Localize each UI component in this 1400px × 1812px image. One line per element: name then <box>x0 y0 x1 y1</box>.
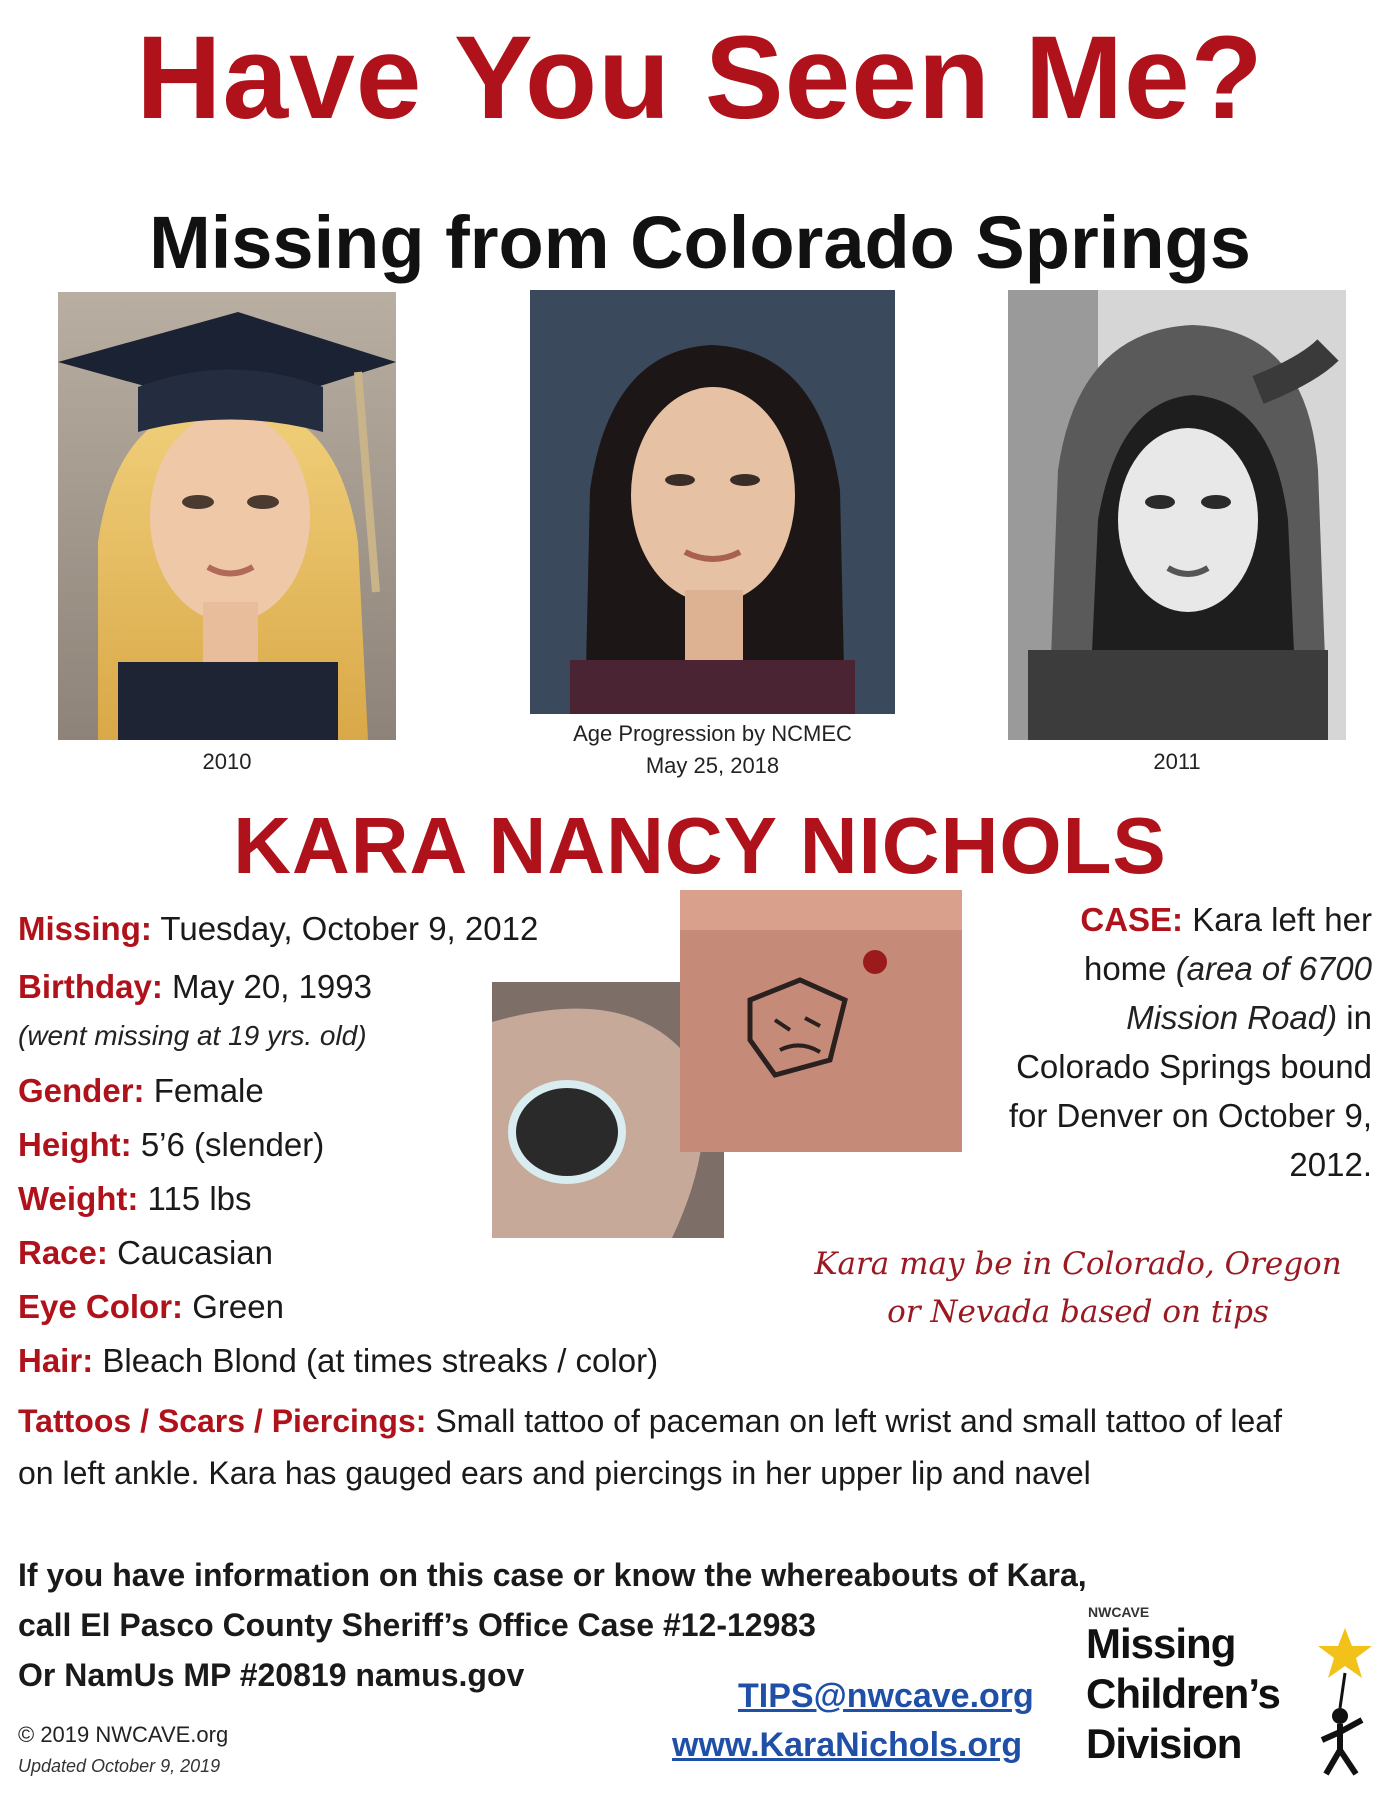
detail-label: Birthday: <box>18 968 163 1005</box>
headline: Have You Seen Me? <box>136 12 1264 144</box>
contact-line: call El Pasco County Sheriff’s Office Case #12-12983 <box>18 1607 816 1643</box>
star-child-icon <box>1312 1628 1378 1778</box>
detail-value: 5’6 (slender) <box>140 1126 325 1163</box>
photo-2010 <box>58 292 396 740</box>
detail-label: Height: <box>18 1126 132 1163</box>
detail-age-note: (went missing at 19 yrs. old) <box>18 1020 367 1051</box>
tips-email-link[interactable]: TIPS@nwcave.org <box>738 1677 1034 1715</box>
detail-label: Gender: <box>18 1072 145 1109</box>
contact-line: Or NamUs MP #20819 namus.gov <box>18 1657 525 1693</box>
detail-weight <box>18 1180 252 1218</box>
caption-photo-2010 <box>58 746 396 778</box>
detail-value: Bleach Blond (at times streaks / color) <box>102 1342 659 1379</box>
nwcave-logo <box>1080 1604 1380 1790</box>
caption-line: Age Progression by NCMEC <box>573 721 852 746</box>
logo-line: Children’s <box>1086 1670 1280 1717</box>
detail-label: Eye Color: <box>18 1288 184 1325</box>
detail-missing <box>18 910 538 948</box>
detail-hair <box>18 1342 658 1380</box>
logo-line: Missing <box>1086 1620 1236 1667</box>
caption-line: 2010 <box>202 749 252 774</box>
updated-date: Updated October 9, 2019 <box>18 1756 221 1776</box>
detail-birthday <box>18 968 372 1006</box>
detail-value: Tuesday, October 9, 2012 <box>160 910 539 947</box>
detail-label: Hair: <box>18 1342 94 1379</box>
tips-location-note <box>808 1240 1348 1336</box>
case-location: (area of 6700 Mission Road) <box>1126 950 1372 1036</box>
detail-label: Missing: <box>18 910 152 947</box>
detail-gender <box>18 1072 264 1110</box>
case-label: CASE: <box>1080 901 1184 938</box>
detail-race <box>18 1234 273 1272</box>
detail-label: Race: <box>18 1234 108 1271</box>
case-description <box>992 895 1372 1189</box>
detail-value: 115 lbs <box>147 1180 252 1217</box>
detail-value: May 20, 1993 <box>172 968 372 1005</box>
detail-height <box>18 1126 324 1164</box>
photo-2011 <box>1008 290 1346 740</box>
photo-age-progression <box>530 290 895 714</box>
detail-value: Green <box>192 1288 284 1325</box>
detail-label: Weight: <box>18 1180 139 1217</box>
detail-tattoos-scars-piercings <box>18 1395 1318 1499</box>
detail-value: Female <box>153 1072 264 1109</box>
subheadline: Missing from Colorado Springs <box>149 201 1251 284</box>
detail-value: Small tattoo of paceman on left wrist and small tattoo of leaf on left ankle. Kara has gauged ears and piercings in her upper lip and navel <box>18 1403 1282 1491</box>
detail-value: Caucasian <box>117 1234 273 1271</box>
detail-eye-color <box>18 1288 284 1326</box>
caption-line: 2011 <box>1153 749 1201 774</box>
case-text-b: in Colorado Springs bound for Denver on October 9, 2012. <box>1008 999 1372 1183</box>
contact-line: If you have information on this case or know the whereabouts of Kara, <box>18 1557 1087 1593</box>
logo-small-text: NWCAVE <box>1088 1604 1150 1620</box>
photo-wrist-tattoo <box>680 890 962 1152</box>
copyright: © 2019 NWCAVE.org <box>18 1722 229 1747</box>
case-text-a: Kara left her home <box>1083 901 1372 987</box>
caption-line: May 25, 2018 <box>645 753 780 778</box>
missing-person-name: KARA NANCY NICHOLS <box>233 801 1167 890</box>
caption-photo-2011 <box>1008 746 1346 778</box>
tips-note-line: or Nevada based on tips <box>887 1294 1269 1330</box>
detail-label: Tattoos / Scars / Piercings: <box>18 1403 427 1439</box>
website-link[interactable]: www.KaraNichols.org <box>672 1726 1023 1764</box>
logo-line: Division <box>1086 1720 1242 1767</box>
caption-age-progression <box>500 718 925 782</box>
tips-note-line: Kara may be in Colorado, Oregon <box>814 1246 1342 1282</box>
